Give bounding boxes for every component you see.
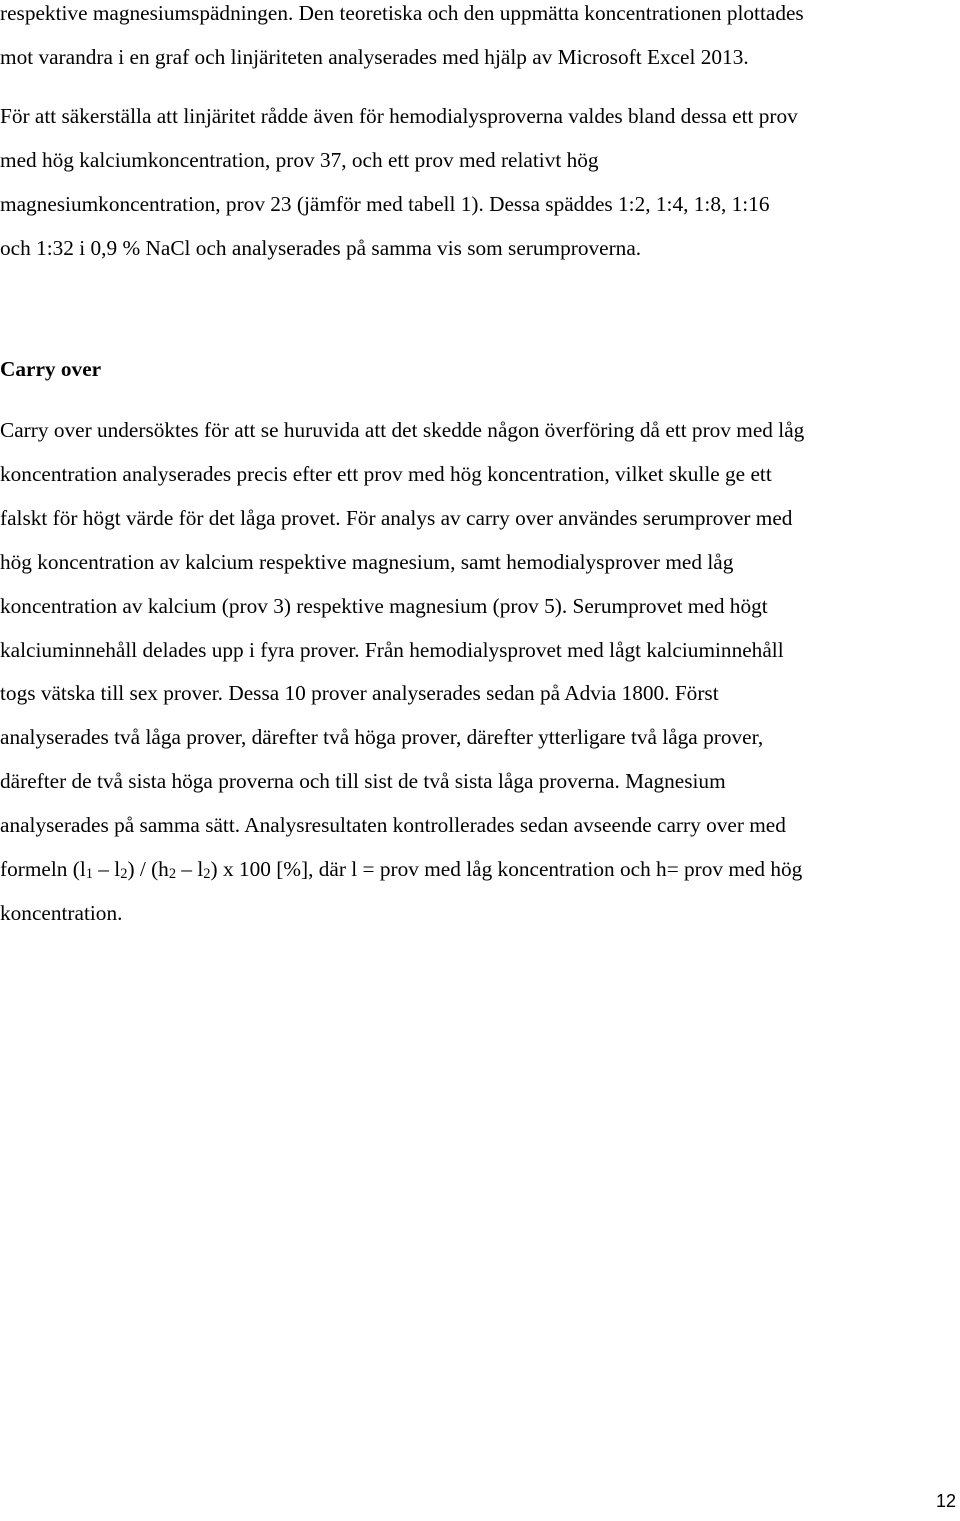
paragraph-2-line-3: magnesiumkoncentration, prov 23 (jämför med tabell 1). Dessa späddes 1:2, 1:4, 1:8, 1:16 [0,192,770,216]
formula-subscript-1: 1 [85,866,93,883]
formula-part-3: – l [176,857,204,881]
formula-suffix: ) x 100 [%], där l = prov med låg koncentration och h= prov med hög [210,857,803,881]
paragraph-3-line-6: kalciuminnehåll delades upp i fyra prover. Från hemodialysprovet med lågt kalciuminnehåll [0,638,784,662]
formula-subscript-3: 2 [168,866,177,883]
formula-line [0,856,802,882]
paragraph-1-line-1: respektive magnesiumspädningen. Den teoretiska och den uppmätta koncentrationen plottades [0,1,804,25]
formula-subscript-4: 2 [203,866,211,883]
paragraph-3-line-4: hög koncentration av kalcium respektive magnesium, samt hemodialysprover med låg [0,550,734,574]
paragraph-3-line-5: koncentration av kalcium (prov 3) respektive magnesium (prov 5). Serumprovet med högt [0,594,768,618]
page-number: 12 [935,1491,956,1511]
paragraph-3-last-line: koncentration. [0,901,123,925]
paragraph-3-line-9: därefter de två sista höga proverna och till sist de två sista låga proverna. Magnesium [0,769,726,793]
paragraph-2-line-4: och 1:32 i 0,9 % NaCl och analyserades på samma vis som serumproverna. [0,236,642,260]
paragraph-2-line-1: För att säkerställa att linjäritet rådde även för hemodialysproverna valdes bland dessa ett prov [0,104,798,128]
formula-prefix: formeln (l [0,857,86,881]
paragraph-3-line-3: falskt för högt värde för det låga provet. För analys av carry over användes serumprover med [0,506,793,530]
formula-part-2: ) / (h [127,857,169,881]
paragraph-1-line-2: mot varandra i en graf och linjäriteten analyserades med hjälp av Microsoft Excel 2013. [0,45,749,69]
paragraph-3-line-8: analyserades två låga prover, därefter två höga prover, därefter ytterligare två låga prover, [0,725,764,749]
formula-part-1: – l [92,857,121,881]
paragraph-3-line-1: Carry over undersöktes för att se huruvida att det skedde någon överföring då ett prov med låg [0,418,805,442]
paragraph-3-line-2: koncentration analyserades precis efter ett prov med hög koncentration, vilket skulle ge ett [0,462,772,486]
paragraph-3-line-10: analyserades på samma sätt. Analysresultaten kontrollerades sedan avseende carry over med [0,813,786,837]
paragraph-2-line-2: med hög kalciumkoncentration, prov 37, och ett prov med relativt hög [0,148,599,172]
formula-subscript-2: 2 [120,866,128,883]
paragraph-3-line-7: togs vätska till sex prover. Dessa 10 prover analyserades sedan på Advia 1800. Först [0,681,719,705]
section-heading: Carry over [0,357,102,381]
